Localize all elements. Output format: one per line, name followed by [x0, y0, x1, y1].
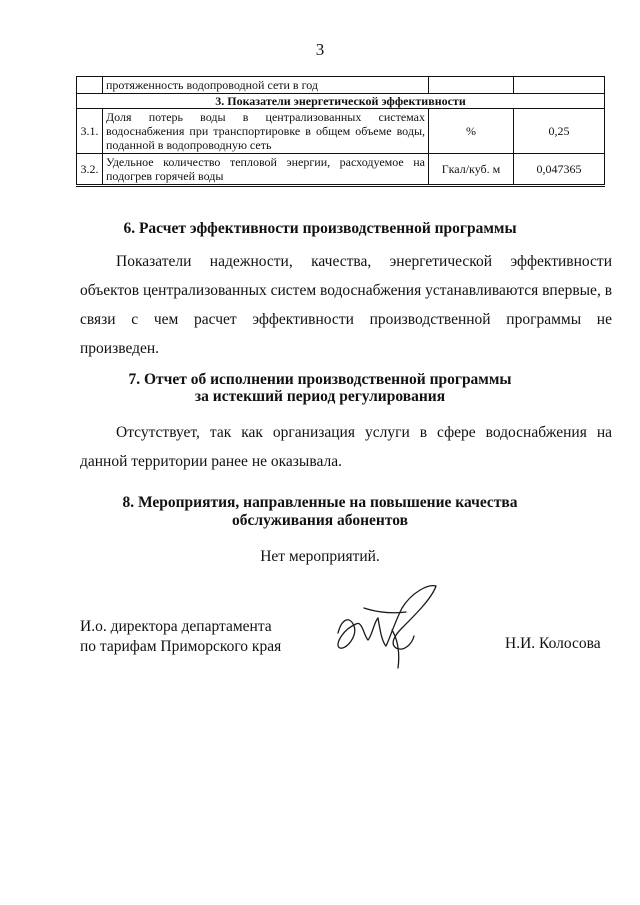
section-6-text: Показатели надежности, качества, энергетической эффективности объектов централизованных систем водоснабжения устанавливаются впервые, в связи с чем расчет эффективности производственной программы не произведен. — [80, 253, 613, 357]
indicators-table — [76, 76, 605, 187]
row-value — [514, 77, 605, 94]
signer-name: Н.И. Колосова — [505, 635, 601, 652]
row-value: 0,047365 — [514, 154, 605, 186]
row-description: Удельное количество тепловой энергии, расходуемое на подогрев горячей воды — [103, 154, 429, 186]
table-section-row — [77, 94, 605, 109]
row-number: 3.1. — [77, 109, 103, 154]
row-number: 3.2. — [77, 154, 103, 186]
row-unit: % — [429, 109, 514, 154]
table-row — [77, 77, 605, 94]
section-8-text: Нет мероприятий. — [260, 548, 380, 565]
section-6-heading: 6. Расчет эффективности производственной программы — [123, 220, 517, 237]
table-row — [77, 109, 605, 154]
section-7-heading-line2: за истекший период регулирования — [194, 388, 446, 405]
signer-title-line1: И.о. директора департамента — [80, 618, 272, 635]
row-value: 0,25 — [514, 109, 605, 154]
section-8-heading-line1: 8. Мероприятия, направленные на повышение качества — [122, 494, 518, 511]
section-7-heading-line1: 7. Отчет об исполнении производственной программы — [128, 371, 512, 388]
signer-title — [80, 617, 281, 657]
row-description: Доля потерь воды в централизованных системах водоснабжения при транспортировке в общем объеме воды, поданной в водопроводную сеть — [103, 109, 429, 154]
section-8-heading-line2: обслуживания абонентов — [232, 512, 408, 529]
row-number — [77, 77, 103, 94]
table-row — [77, 154, 605, 186]
row-description: протяженность водопроводной сети в год — [103, 77, 429, 94]
page-number: 3 — [315, 40, 325, 59]
table-section-title: 3. Показатели энергетической эффективности — [77, 94, 605, 109]
signer-title-line2: по тарифам Приморского края — [80, 638, 282, 655]
row-unit — [429, 77, 514, 94]
handwritten-signature — [328, 578, 458, 673]
row-unit: Гкал/куб. м — [429, 154, 514, 186]
section-7-text: Отсутствует, так как организация услуги в сфере водоснабжения на данной территории ранее не оказывала. — [80, 424, 612, 470]
